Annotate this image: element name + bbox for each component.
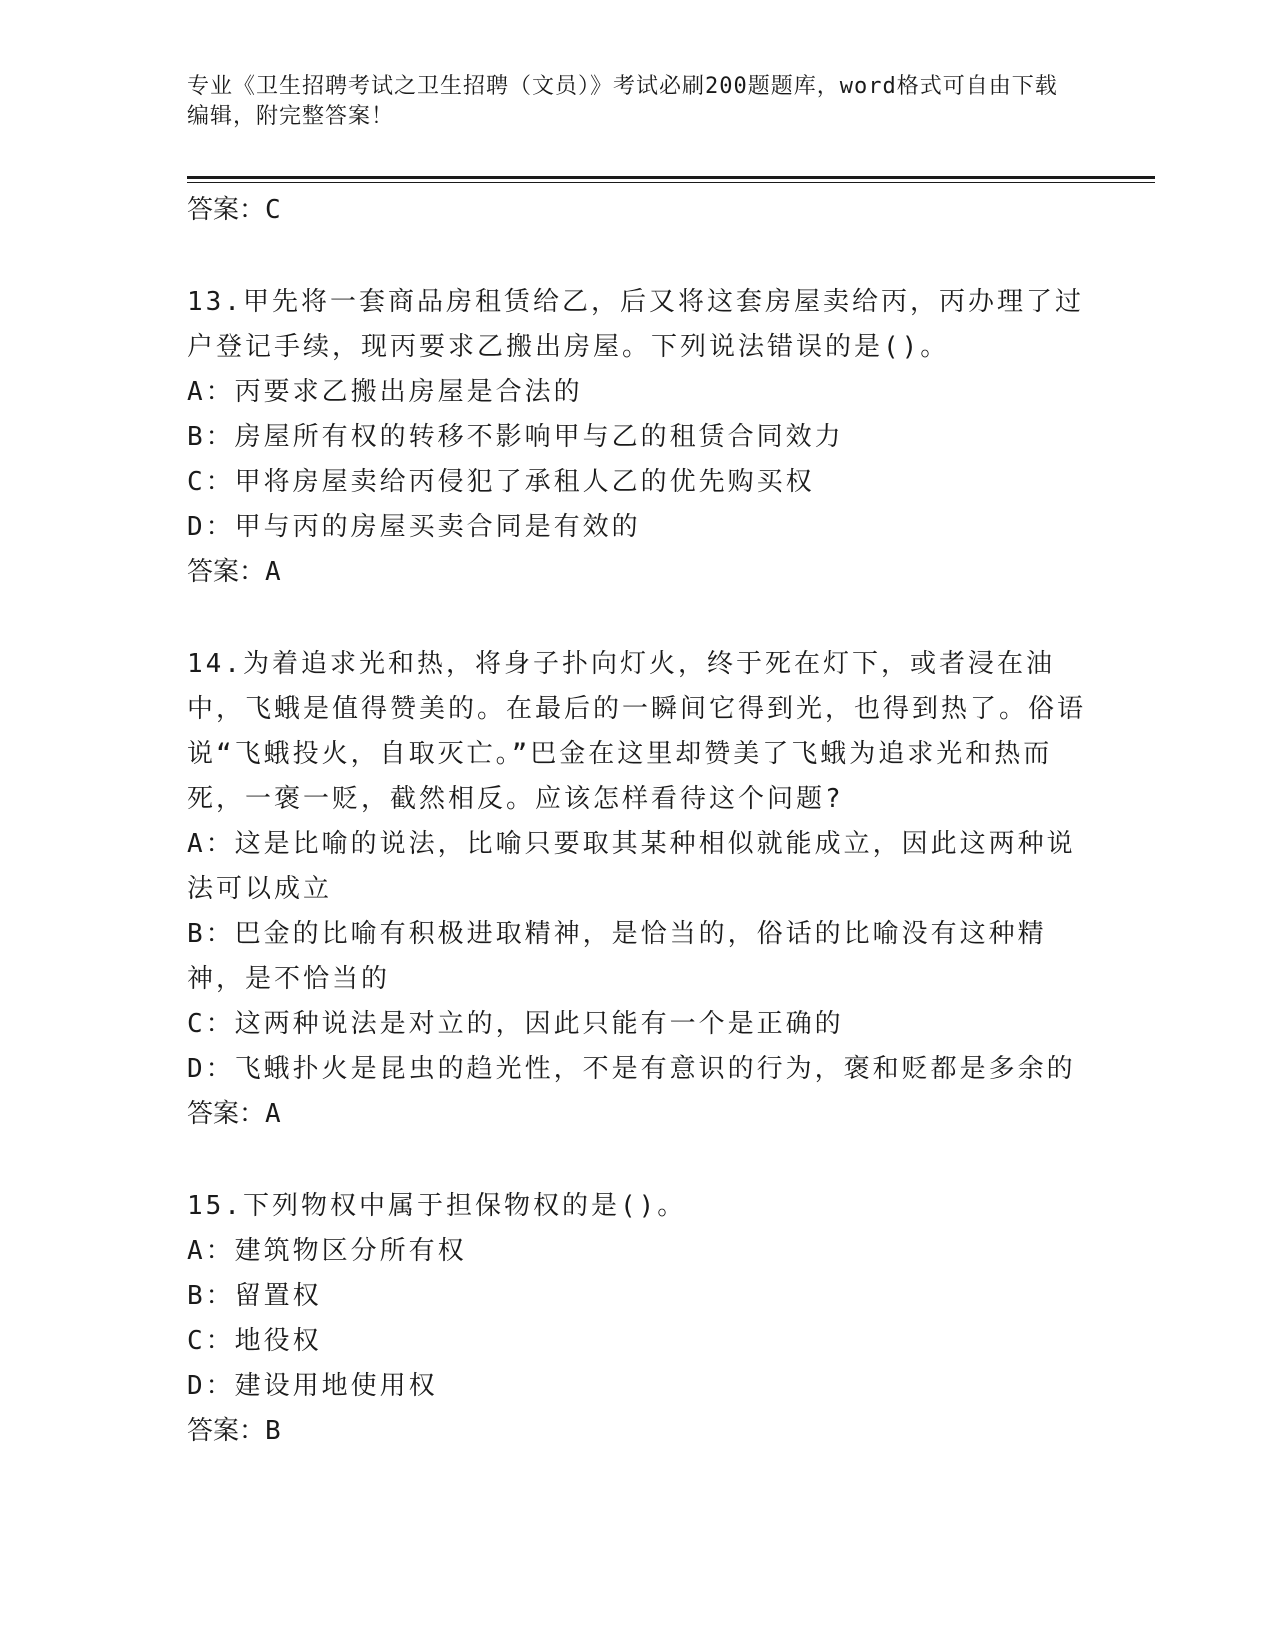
document-header: 专业《卫生招聘考试之卫生招聘（文员）》考试必刷200题题库，word格式可自由下载编辑，附完整答案！ [187, 74, 1058, 129]
header-rule-thin [187, 182, 1155, 183]
header-rule-thick [187, 176, 1155, 179]
previous-answer [187, 188, 1187, 232]
answer-label: 答案： [187, 557, 266, 587]
answer-label: 答案： [187, 1416, 266, 1446]
option-d: D：甲与丙的房屋买卖合同是有效的 [187, 512, 641, 542]
option-b: B：巴金的比喻有积极进取精神，是恰当的，俗话的比喻没有这种精神，是不恰当的 [187, 919, 1047, 994]
answer-value: A [265, 557, 281, 587]
question-list [187, 188, 1187, 1453]
question-stem: 14.为着追求光和热，将身子扑向灯火，终于死在灯下，或者浸在油中，飞蛾是值得赞美的。在最后的一瞬间它得到光，也得到热了。俗语说“飞蛾投火，自取灭亡。”巴金在这里却赞美了飞蛾为追求光和热而死，一褒一贬，截然相反。应该怎样看待这个问题? [187, 649, 1087, 814]
answer [187, 550, 1187, 594]
option-c: C：这两种说法是对立的，因此只能有一个是正确的 [187, 1009, 844, 1039]
question-stem: 13.甲先将一套商品房租赁给乙，后又将这套房屋卖给丙，丙办理了过户登记手续，现丙要求乙搬出房屋。下列说法错误的是()。 [187, 287, 1084, 362]
answer-value: B [265, 1416, 281, 1446]
option-a: A：丙要求乙搬出房屋是合法的 [187, 377, 583, 407]
question-15 [187, 1184, 1187, 1453]
answer [187, 1092, 1187, 1136]
answer-value: A [265, 1099, 281, 1129]
option-c: C：甲将房屋卖给丙侵犯了承租人乙的优先购买权 [187, 467, 815, 497]
option-a: A：这是比喻的说法，比喻只要取其某种相似就能成立，因此这两种说法可以成立 [187, 829, 1076, 904]
option-b: B：房屋所有权的转移不影响甲与乙的租赁合同效力 [187, 422, 844, 452]
option-b: B：留置权 [187, 1281, 322, 1311]
answer-value: C [265, 195, 281, 225]
option-a: A：建筑物区分所有权 [187, 1236, 467, 1266]
answer [187, 1409, 1187, 1453]
answer-label: 答案： [187, 1099, 266, 1129]
option-d: D：建设用地使用权 [187, 1371, 438, 1401]
question-13 [187, 280, 1187, 594]
option-d: D：飞蛾扑火是昆虫的趋光性，不是有意识的行为，褒和贬都是多余的 [187, 1054, 1076, 1084]
question-14 [187, 642, 1187, 1136]
answer-label: 答案： [187, 195, 266, 225]
option-c: C：地役权 [187, 1326, 322, 1356]
question-stem: 15.下列物权中属于担保物权的是()。 [187, 1191, 687, 1221]
